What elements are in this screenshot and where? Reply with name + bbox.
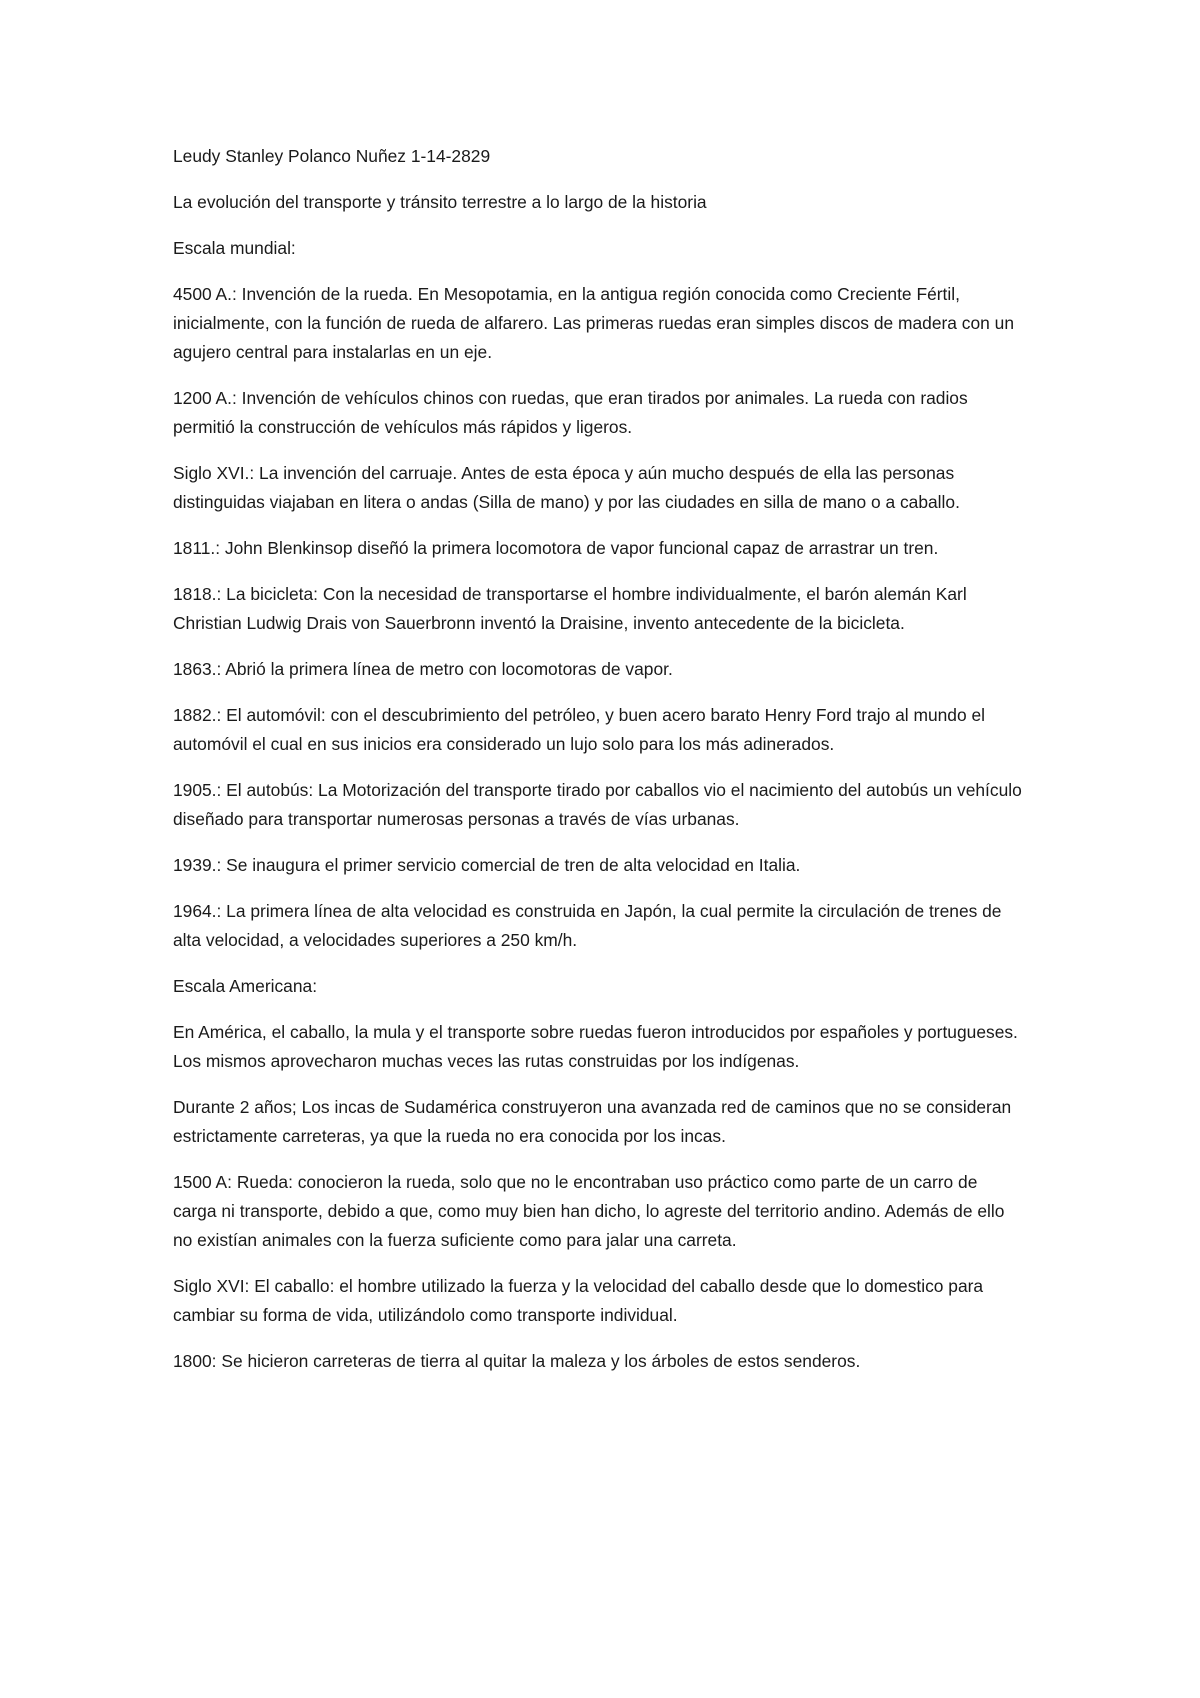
world-entry-1863: 1863.: Abrió la primera línea de metro con locomotoras de vapor. — [173, 659, 673, 679]
world-scale-heading: Escala mundial: — [173, 238, 296, 258]
world-entry-1200: 1200 A.: Invención de vehículos chinos con ruedas, que eran tirados por animales. La rueda con radios permitió la construcción de vehículos más rápidos y ligeros. — [173, 388, 968, 437]
america-scale-heading: Escala Americana: — [173, 976, 318, 996]
america-entry-1800: 1800: Se hicieron carreteras de tierra al quitar la maleza y los árboles de estos senderos. — [173, 1351, 861, 1371]
document-body — [173, 142, 1023, 1393]
world-entry-1964: 1964.: La primera línea de alta velocidad es construida en Japón, la cual permite la circulación de trenes de alta velocidad, a velocidades superiores a 250 km/h. — [173, 901, 1002, 950]
world-entry-1818: 1818.: La bicicleta: Con la necesidad de transportarse el hombre individualmente, el barón alemán Karl Christian Ludwig Drais von Sauerbronn inventó la Draisine, invento antecedente de la bicicleta. — [173, 584, 967, 633]
world-entry-siglo-xvi: Siglo XVI.: La invención del carruaje. Antes de esta época y aún mucho después de ella las personas distinguidas viajaban en litera o andas (Silla de mano) y por las ciudades en silla de mano o a caballo. — [173, 463, 960, 512]
author-line: Leudy Stanley Polanco Nuñez 1-14-2829 — [173, 146, 491, 166]
world-entry-1939: 1939.: Se inaugura el primer servicio comercial de tren de alta velocidad en Italia. — [173, 855, 801, 875]
world-entry-1811: 1811.: John Blenkinsop diseñó la primera locomotora de vapor funcional capaz de arrastrar un tren. — [173, 538, 939, 558]
document-title: La evolución del transporte y tránsito terrestre a lo largo de la historia — [173, 192, 707, 212]
world-entry-1882: 1882.: El automóvil: con el descubrimiento del petróleo, y buen acero barato Henry Ford trajo al mundo el automóvil el cual en sus inicios era considerado un lujo solo para los más adinerados. — [173, 705, 986, 754]
america-entry-intro: En América, el caballo, la mula y el transporte sobre ruedas fueron introducidos por españoles y portugueses. Los mismos aprovecharon muchas veces las rutas construidas por los indígenas. — [173, 1022, 1018, 1071]
america-entry-siglo-xvi: Siglo XVI: El caballo: el hombre utilizado la fuerza y la velocidad del caballo desde que lo domestico para cambiar su forma de vida, utilizándolo como transporte individual. — [173, 1276, 984, 1325]
america-entry-incas: Durante 2 años; Los incas de Sudamérica construyeron una avanzada red de caminos que no se consideran estrictamente carreteras, ya que la rueda no era conocida por los incas. — [173, 1097, 1012, 1146]
america-entry-1500: 1500 A: Rueda: conocieron la rueda, solo que no le encontraban uso práctico como parte de un carro de carga ni transporte, debido a que, como muy bien han dicho, lo agreste del territorio andino. Además de ello no existían animales con la fuerza suficiente como para jalar una carreta. — [173, 1172, 1005, 1250]
world-entry-4500: 4500 A.: Invención de la rueda. En Mesopotamia, en la antigua región conocida como Creciente Fértil, inicialmente, con la función de rueda de alfarero. Las primeras ruedas eran simples discos de madera con un agujero central para instalarlas en un eje. — [173, 284, 1015, 362]
world-entry-1905: 1905.: El autobús: La Motorización del transporte tirado por caballos vio el nacimiento del autobús un vehículo diseñado para transportar numerosas personas a través de vías urbanas. — [173, 780, 1022, 829]
